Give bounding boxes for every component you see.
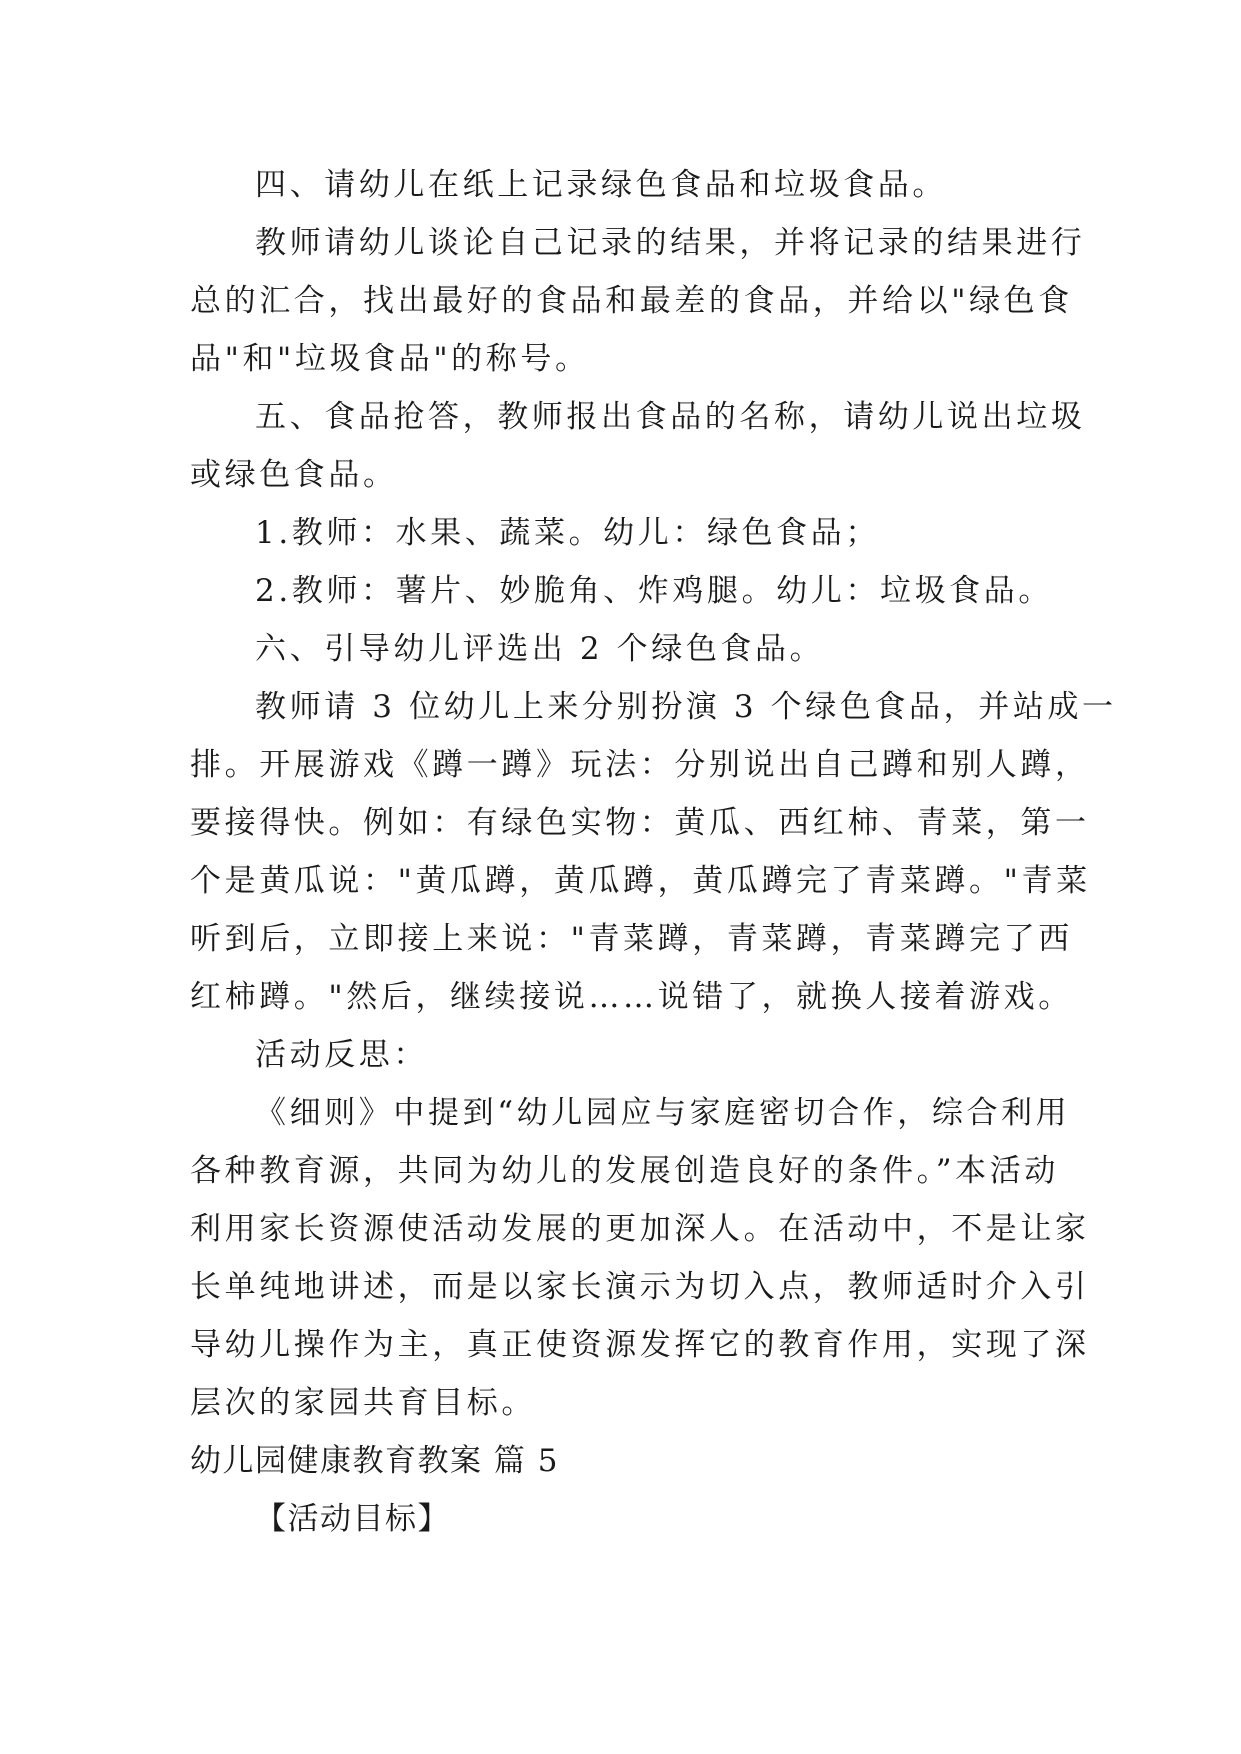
paragraph-line: 层次的家园共育目标。 [190, 1385, 536, 1421]
paragraph-line: 个是黄瓜说："黄瓜蹲，黄瓜蹲，黄瓜蹲完了青菜蹲。"青菜 [190, 863, 1091, 899]
section-heading-4: 四、请幼儿在纸上记录绿色食品和垃圾食品。 [255, 167, 947, 203]
paragraph-line: 教师请幼儿谈论自己记录的结果，并将记录的结果进行 [255, 225, 1086, 261]
activity-goal-heading: 【活动目标】 [255, 1501, 450, 1537]
list-item: 2.教师：薯片、妙脆角、炸鸡腿。幼儿：垃圾食品。 [255, 573, 1053, 609]
paragraph-line: 排。开展游戏《蹲一蹲》玩法：分别说出自己蹲和别人蹲， [190, 747, 1090, 783]
list-item: 1.教师：水果、蔬菜。幼儿：绿色食品； [255, 515, 880, 551]
section-heading-5: 五、食品抢答，教师报出食品的名称，请幼儿说出垃圾 [255, 399, 1086, 435]
section-heading-6: 六、引导幼儿评选出 2 个绿色食品。 [255, 631, 825, 667]
lesson-title: 幼儿园健康教育教案 篇 5 [190, 1443, 559, 1479]
paragraph-line: 《细则》中提到“幼儿园应与家庭密切合作，综合利用 [255, 1095, 1071, 1131]
reflection-heading: 活动反思： [255, 1037, 428, 1073]
paragraph-line: 教师请 3 位幼儿上来分别扮演 3 个绿色食品，并站成一 [255, 689, 1117, 725]
paragraph-line: 导幼儿操作为主，真正使资源发挥它的教育作用，实现了深 [190, 1327, 1090, 1363]
paragraph-line: 长单纯地讲述，而是以家长演示为切入点，教师适时介入引 [190, 1269, 1090, 1305]
paragraph-line: 红柿蹲。"然后，继续接说……说错了，就换人接着游戏。 [190, 979, 1073, 1015]
paragraph-line: 品"和"垃圾食品"的称号。 [190, 341, 590, 377]
paragraph-line: 各种教育源，共同为幼儿的发展创造良好的条件。”本活动 [190, 1153, 1059, 1189]
paragraph-line: 利用家长资源使活动发展的更加深人。在活动中，不是让家 [190, 1211, 1090, 1247]
paragraph-line: 要接得快。例如：有绿色实物：黄瓜、西红柿、青菜，第一 [190, 805, 1090, 841]
paragraph-line: 或绿色食品。 [190, 457, 398, 493]
paragraph-line: 听到后，立即接上来说："青菜蹲，青菜蹲，青菜蹲完了西 [190, 921, 1073, 957]
paragraph-line: 总的汇合，找出最好的食品和最差的食品，并给以"绿色食 [190, 283, 1073, 319]
